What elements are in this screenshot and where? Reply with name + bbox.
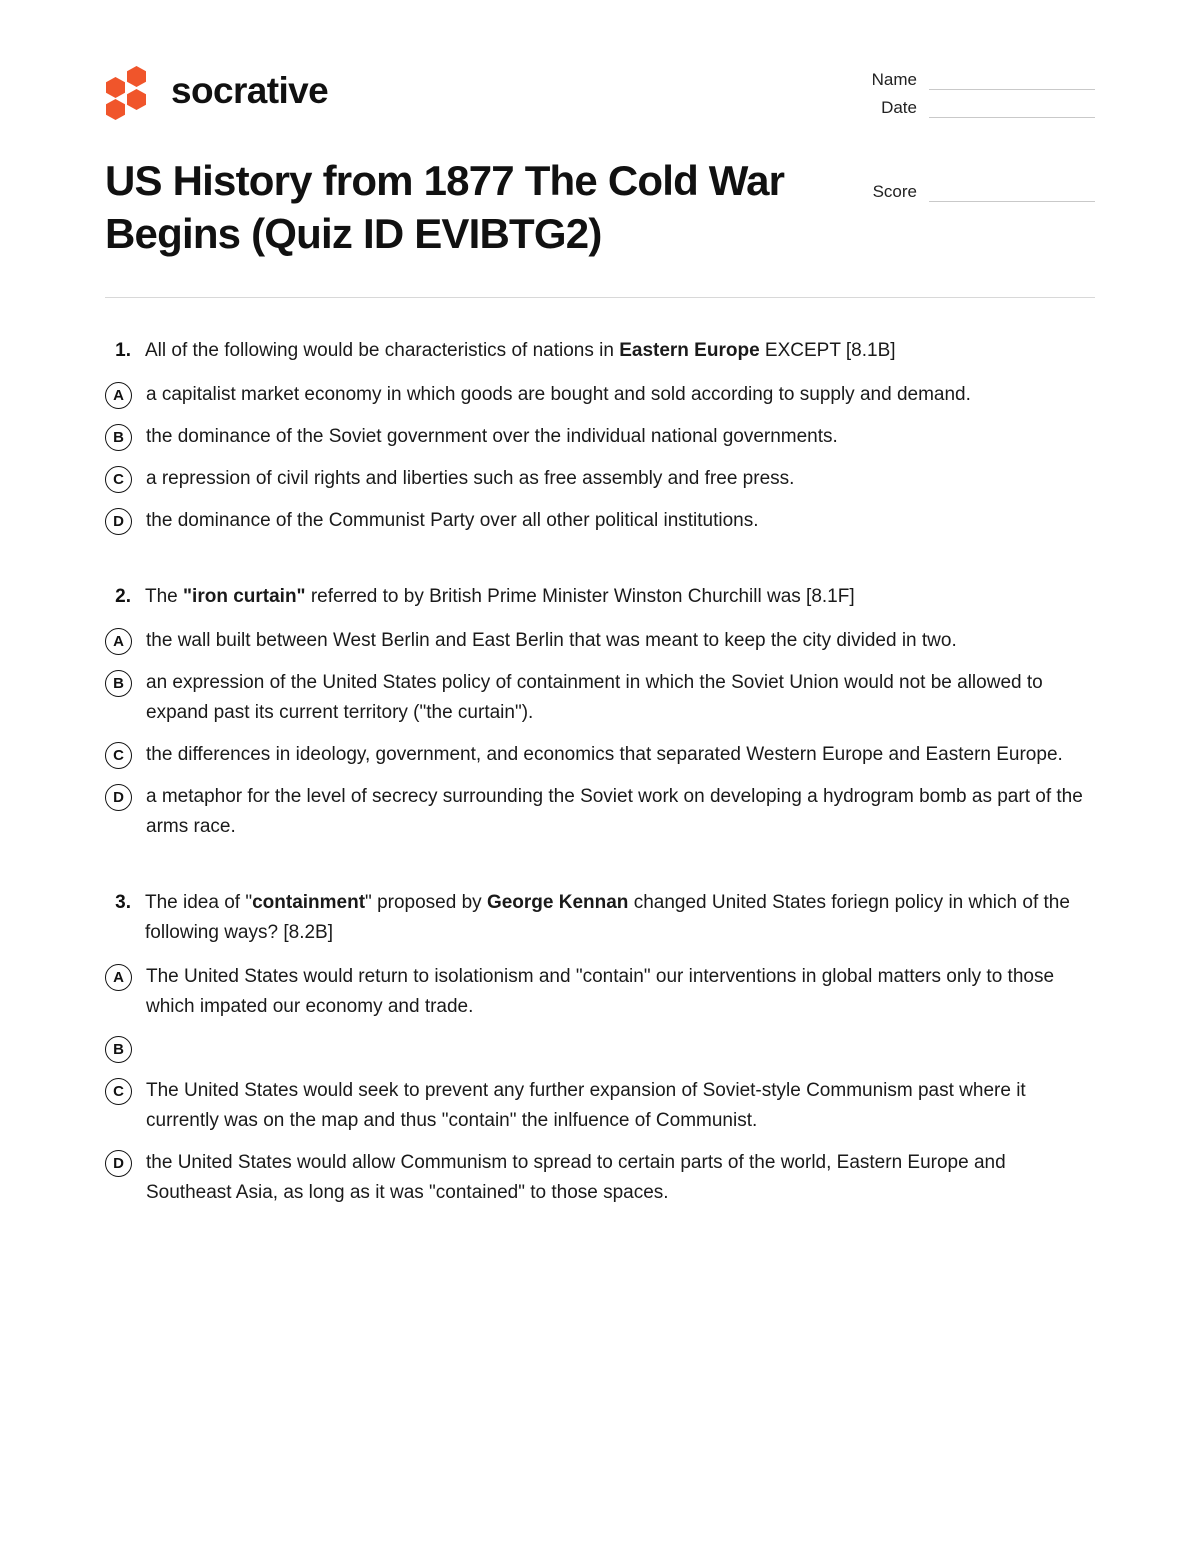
choice-text: the dominance of the Communist Party over all other political institutions.	[146, 509, 759, 531]
score-label: Score	[872, 182, 917, 201]
answer-choice[interactable]	[105, 506, 1095, 536]
hexagon-top-right-icon	[127, 66, 146, 87]
question-number: 2.	[115, 585, 131, 607]
question-number: 3.	[115, 891, 131, 913]
date-label: Date	[881, 98, 917, 117]
choice-bubble-c[interactable]: C	[105, 1078, 132, 1105]
choice-bubble-a[interactable]: A	[105, 628, 132, 655]
answer-choice[interactable]	[105, 626, 1095, 656]
question-text: All of the following would be characteristics of nations in Eastern Europe EXCEPT [8.1B]	[145, 339, 896, 361]
date-write-in-line[interactable]	[929, 99, 1095, 118]
choice-bubble-d[interactable]: D	[105, 1150, 132, 1177]
choice-text: a repression of civil rights and liberties such as free assembly and free press.	[146, 467, 795, 489]
question-stem	[105, 336, 1095, 366]
answer-choice[interactable]	[105, 740, 1095, 770]
page-header	[0, 0, 1200, 201]
page-title: US History from 1877 The Cold War Begins (Quiz ID EVIBTG2)	[105, 157, 785, 258]
choice-text: the differences in ideology, government, and economics that separated Western Europe and Eastern Europe.	[146, 743, 1063, 765]
answer-choice[interactable]	[105, 464, 1095, 494]
question-item	[105, 888, 1095, 1208]
question-text: The idea of "containment" proposed by George Kennan changed United States foriegn policy in which of the following ways? [8.2B]	[145, 891, 1070, 943]
answer-choice[interactable]	[105, 422, 1095, 452]
hexagon-center-icon	[127, 89, 146, 110]
hexagon-middle-left-icon	[106, 77, 125, 98]
choice-text	[146, 1034, 1095, 1064]
answer-choice[interactable]	[105, 1076, 1095, 1136]
date-row	[845, 98, 1095, 118]
choice-bubble-c[interactable]: C	[105, 742, 132, 769]
choice-bubble-b[interactable]: B	[105, 1036, 132, 1063]
header-divider	[105, 297, 1095, 298]
choice-bubble-d[interactable]: D	[105, 784, 132, 811]
choice-text: an expression of the United States policy of containment in which the Soviet Union would not be allowed to expand past its current territory ("the curtain").	[146, 671, 1043, 723]
question-item	[105, 336, 1095, 536]
hexagon-bottom-left-icon	[106, 99, 125, 120]
answer-choice[interactable]	[105, 380, 1095, 410]
score-row	[845, 182, 1095, 202]
question-item	[105, 582, 1095, 842]
choice-text: a capitalist market economy in which goods are bought and sold according to supply and demand.	[146, 383, 971, 405]
question-stem	[105, 888, 1095, 948]
choice-bubble-a[interactable]: A	[105, 964, 132, 991]
socrative-hexagons-logo-icon	[105, 65, 151, 115]
choice-text: The United States would seek to prevent any further expansion of Soviet-style Communism past where it currently was on the map and thus "contain" the inlfuence of Communist.	[146, 1079, 1026, 1131]
answer-choice[interactable]	[105, 962, 1095, 1022]
answer-choice[interactable]	[105, 782, 1095, 842]
choice-bubble-b[interactable]: B	[105, 424, 132, 451]
name-row	[845, 70, 1095, 90]
score-write-in-line[interactable]	[929, 183, 1095, 202]
name-write-in-line[interactable]	[929, 71, 1095, 90]
answer-choice[interactable]	[105, 668, 1095, 728]
choice-text: the dominance of the Soviet government over the individual national governments.	[146, 425, 838, 447]
question-number: 1.	[115, 339, 131, 361]
student-info-block	[845, 70, 1095, 210]
question-stem	[105, 582, 1095, 612]
brand-name: socrative	[171, 69, 329, 111]
choice-bubble-d[interactable]: D	[105, 508, 132, 535]
answer-choice[interactable]	[105, 1148, 1095, 1208]
choice-bubble-a[interactable]: A	[105, 382, 132, 409]
choice-bubble-b[interactable]: B	[105, 670, 132, 697]
question-text: The "iron curtain" referred to by British Prime Minister Winston Churchill was [8.1F]	[145, 585, 855, 607]
choice-text: the wall built between West Berlin and East Berlin that was meant to keep the city divided in two.	[146, 629, 957, 651]
question-list	[105, 336, 1095, 1208]
choice-text: the United States would allow Communism to spread to certain parts of the world, Eastern Europe and Southeast Asia, as long as it was "contained" to those spaces.	[146, 1151, 1006, 1203]
choice-text: a metaphor for the level of secrecy surrounding the Soviet work on developing a hydrogram bomb as part of the arms race.	[146, 785, 1083, 837]
answer-choice[interactable]	[105, 1034, 1095, 1064]
choice-text: The United States would return to isolationism and "contain" our interventions in global matters only to those which impated our economy and trade.	[146, 965, 1055, 1017]
name-label: Name	[871, 70, 917, 89]
choice-bubble-c[interactable]: C	[105, 466, 132, 493]
